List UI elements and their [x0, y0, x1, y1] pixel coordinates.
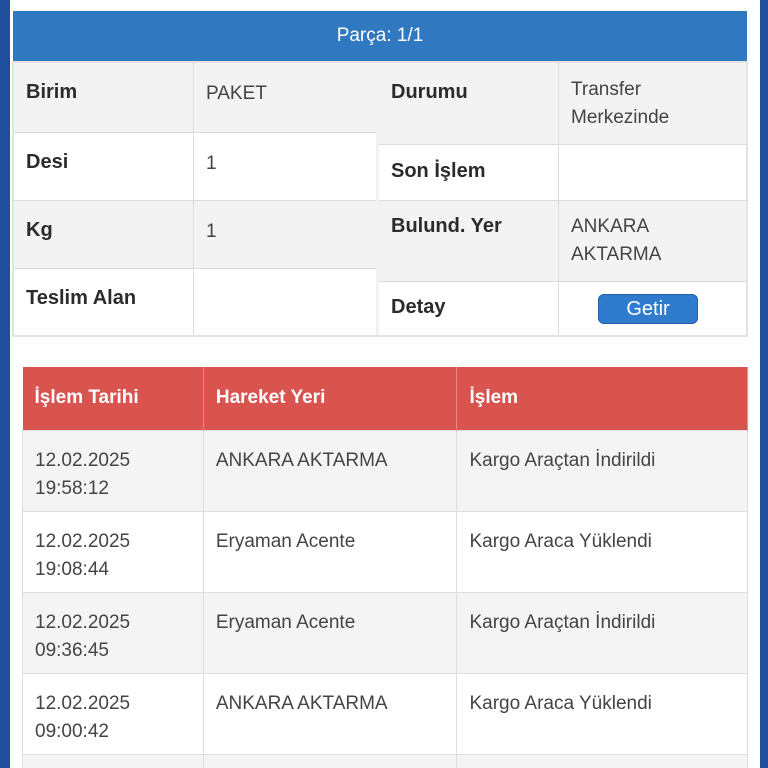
part-header	[13, 11, 747, 61]
info-column-right	[379, 63, 746, 335]
cell-place	[203, 754, 457, 768]
part-label: Parça: 1/1	[336, 25, 424, 46]
table-row	[23, 673, 748, 754]
info-row-kg	[14, 201, 376, 269]
info-value	[559, 145, 746, 200]
cell-datetime	[23, 430, 204, 511]
cell-action: Kargo Araca Yüklendi	[457, 673, 748, 754]
cell-action: Kargo Araçtan İndirildi	[457, 592, 748, 673]
getir-button[interactable]: Getir	[598, 294, 698, 324]
table-header-row	[23, 367, 748, 430]
info-value: Transfer Merkezinde	[571, 79, 670, 128]
cell-action: Kargo Araçtan İndirildi	[457, 430, 748, 511]
info-label: Durumu	[379, 63, 559, 144]
cell-datetime	[23, 592, 204, 673]
cell-time: 19:58:12	[35, 477, 109, 499]
table-row	[23, 430, 748, 511]
info-row-durumu	[379, 63, 746, 145]
cell-datetime	[23, 673, 204, 754]
info-value: ANKARA AKTARMA	[571, 216, 662, 265]
cell-place: Eryaman Acente	[203, 511, 457, 592]
cell-time: 19:08:44	[35, 558, 109, 580]
column-header-place: Hareket Yeri	[203, 367, 457, 430]
cell-date: 12.02.2025	[35, 692, 131, 714]
cell-time: 09:00:42	[35, 720, 109, 742]
cell-datetime	[23, 754, 204, 768]
info-row-birim	[14, 63, 376, 133]
info-row-son-islem	[379, 145, 746, 201]
info-label: Kg	[14, 201, 194, 268]
movement-history-table	[22, 367, 748, 768]
info-label: Son İşlem	[379, 145, 559, 200]
info-label: Bulund. Yer	[379, 201, 559, 281]
column-header-action: İşlem	[457, 367, 748, 430]
cell-place: ANKARA AKTARMA	[203, 430, 457, 511]
column-header-date: İşlem Tarihi	[23, 367, 204, 430]
info-value	[194, 269, 376, 335]
cell-date: 12.02.2025	[35, 611, 131, 633]
info-value	[559, 282, 746, 335]
table-row	[23, 592, 748, 673]
info-column-left	[14, 63, 376, 335]
info-label: Detay	[379, 282, 559, 335]
cell-date: 12.02.2025	[35, 449, 131, 471]
info-row-teslim-alan	[14, 269, 376, 335]
cell-time: 09:36:45	[35, 639, 109, 661]
table-row	[23, 754, 748, 768]
cell-place: ANKARA AKTARMA	[203, 673, 457, 754]
info-row-desi	[14, 133, 376, 201]
info-row-bulund-yer	[379, 201, 746, 282]
info-label: Teslim Alan	[14, 269, 194, 335]
info-value: PAKET	[206, 83, 267, 104]
cell-datetime	[23, 511, 204, 592]
cell-date: 12.02.2025	[35, 530, 131, 552]
table-row	[23, 511, 748, 592]
cell-place: Eryaman Acente	[203, 592, 457, 673]
shipment-info-table	[12, 61, 748, 337]
cell-action	[457, 754, 748, 768]
info-value: 1	[206, 221, 217, 242]
info-label: Desi	[14, 133, 194, 200]
info-value: 1	[206, 153, 217, 174]
info-row-detay	[379, 282, 746, 335]
info-label: Birim	[14, 63, 194, 132]
cell-action: Kargo Araca Yüklendi	[457, 511, 748, 592]
